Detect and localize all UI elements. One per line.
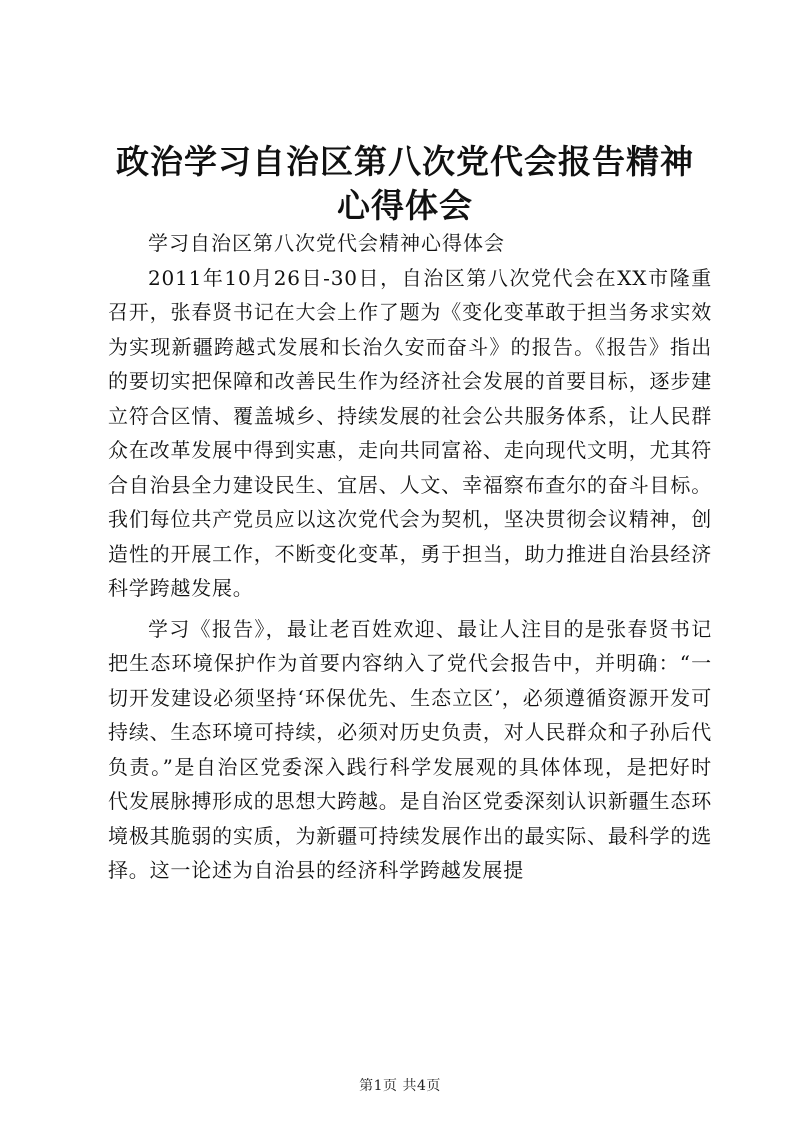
subtitle-paragraph: 学习自治区第八次党代会精神心得体会 [148, 231, 505, 255]
body-paragraph-2: 学习《报告》，最让老百姓欢迎、最让人注目的是张春贤书记把生态环境保护作为首要内容纳入了党代会报告中，并明确：“一切开发建设必须坚持‘环保优先、生态立区’，必须遵循资源开发可持续、生态环境可持续，必须对历史负责，对人民群众和子孙后代负责。”是自治区党委深入践行科学发展观的具体体现，是把好时代发展脉搏形成的思想大跨越。是自治区党委深刻认识新疆生态环境极其脆弱的实质，为新疆可持续发展作出的最实际、最科学的选择。这一论述为自治县的经济科学跨越发展提 [108, 616, 712, 882]
document-title: 政治学习自治区第八次党代会报告精神心得体会 [116, 142, 694, 225]
page-footer: 第1页 共4页 [359, 1078, 441, 1094]
document-body [108, 226, 712, 888]
body-paragraph-1: 2011年10月26日-30日，自治区第八次党代会在XX市隆重召开，张春贤书记在大会上作了题为《变化变革敢于担当务求实效为实现新疆跨越式发展和长治久安而奋斗》的报告。《报告》指出的要切实把保障和改善民生作为经济社会发展的首要目标，逐步建立符合区情、覆盖城乡、持续发展的社会公共服务体系，让人民群众在改革发展中得到实惠，走向共同富裕、走向现代文明，尤其符合自治县全力建设民生、宜居、人文、幸福察布查尔的奋斗目标。我们每位共产党员应以这次党代会为契机，坚决贯彻会议精神，创造性的开展工作，不断变化变革，勇于担当，助力推进自治县经济科学跨越发展。 [108, 265, 712, 600]
